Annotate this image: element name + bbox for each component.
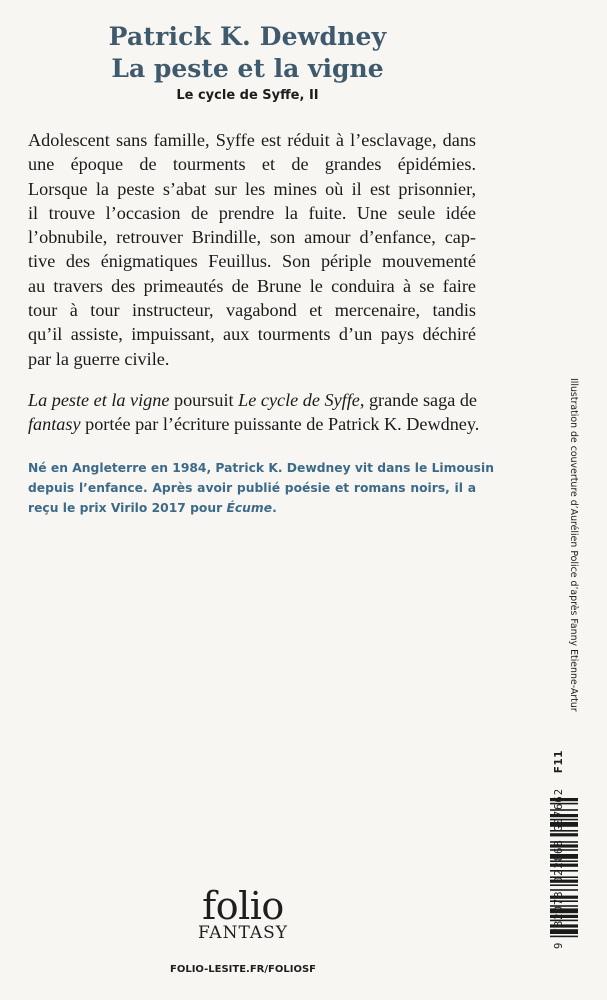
bio-text: reçu le prix Virilo 2017 pour — [28, 501, 227, 515]
isbn-digits: 9 782073 022868 G07662 — [553, 787, 565, 950]
author-bio — [28, 458, 494, 518]
logo-folio-text: folio — [202, 884, 284, 928]
pitch-genre: fantasy — [28, 414, 81, 435]
bio-line — [28, 498, 476, 518]
bio-text: . — [272, 501, 277, 515]
bio-line: Né en Angleterre en 1984, Patrick K. Dewdney vit dans le Limousin — [28, 461, 494, 475]
pitch-series: Le cycle de Syffe — [238, 390, 360, 410]
blurb-line: qu’il assiste, impuissant, aux tourments d’un pays déchiré — [28, 324, 476, 345]
blurb-line: au travers des primeautés de Brune le conduira à se faire — [28, 275, 476, 296]
pitch-title: La peste et la vigne — [28, 390, 170, 410]
blurb-line: il trouve l’occasion de prendre la fuite. Une seule idée — [28, 202, 476, 223]
pitch-text: , grande saga de — [359, 390, 477, 410]
blurb-line: une époque de tourments et de grandes épidémies. — [28, 154, 476, 175]
blurb-line: tive des énigmatiques Feuillus. Son périple mouvementé — [28, 251, 476, 272]
back-cover-blurb — [28, 128, 476, 371]
series-pitch — [28, 388, 480, 437]
bio-line: depuis l’enfance. Après avoir publié poésie et romans noirs, il a — [28, 481, 476, 495]
cover-illustration-credit: Illustration de couverture d’Aurélien Police d’après Fanny Etienne-Artur — [568, 378, 579, 712]
bio-book-title: Écume — [226, 501, 273, 515]
author-name: Patrick K. Dewdney — [108, 22, 387, 51]
blurb-line: par la guerre civile. — [28, 348, 170, 369]
pitch-text: portée par l’écriture puissante de Patrick K. Dewdney. — [80, 414, 480, 435]
blurb-line: Adolescent sans famille, Syffe est réduit à l’esclavage, dans — [28, 130, 476, 150]
isbn-code — [553, 750, 565, 990]
folio-fantasy-logo — [150, 884, 336, 943]
logo-fantasy-text: FANTASY — [197, 923, 289, 943]
book-title: La peste et la vigne — [111, 54, 384, 83]
series-subtitle: Le cycle de Syffe, II — [176, 88, 319, 103]
pitch-line — [28, 388, 476, 412]
blurb-line: Lorsque la peste s’abat sur les mines où il est prisonnier, — [28, 178, 476, 199]
blurb-line: l’obnubile, retrouver Brindille, son amour d’enfance, cap- — [28, 227, 476, 248]
pitch-text: poursuit — [169, 390, 239, 410]
publisher-url: FOLIO-LESITE.FR/FOLIOSF — [170, 964, 316, 975]
price-code: F11 — [553, 750, 565, 774]
pitch-line — [28, 412, 480, 436]
blurb-line: tour à tour instructeur, vagabond et mercenaire, tandis — [28, 300, 476, 321]
